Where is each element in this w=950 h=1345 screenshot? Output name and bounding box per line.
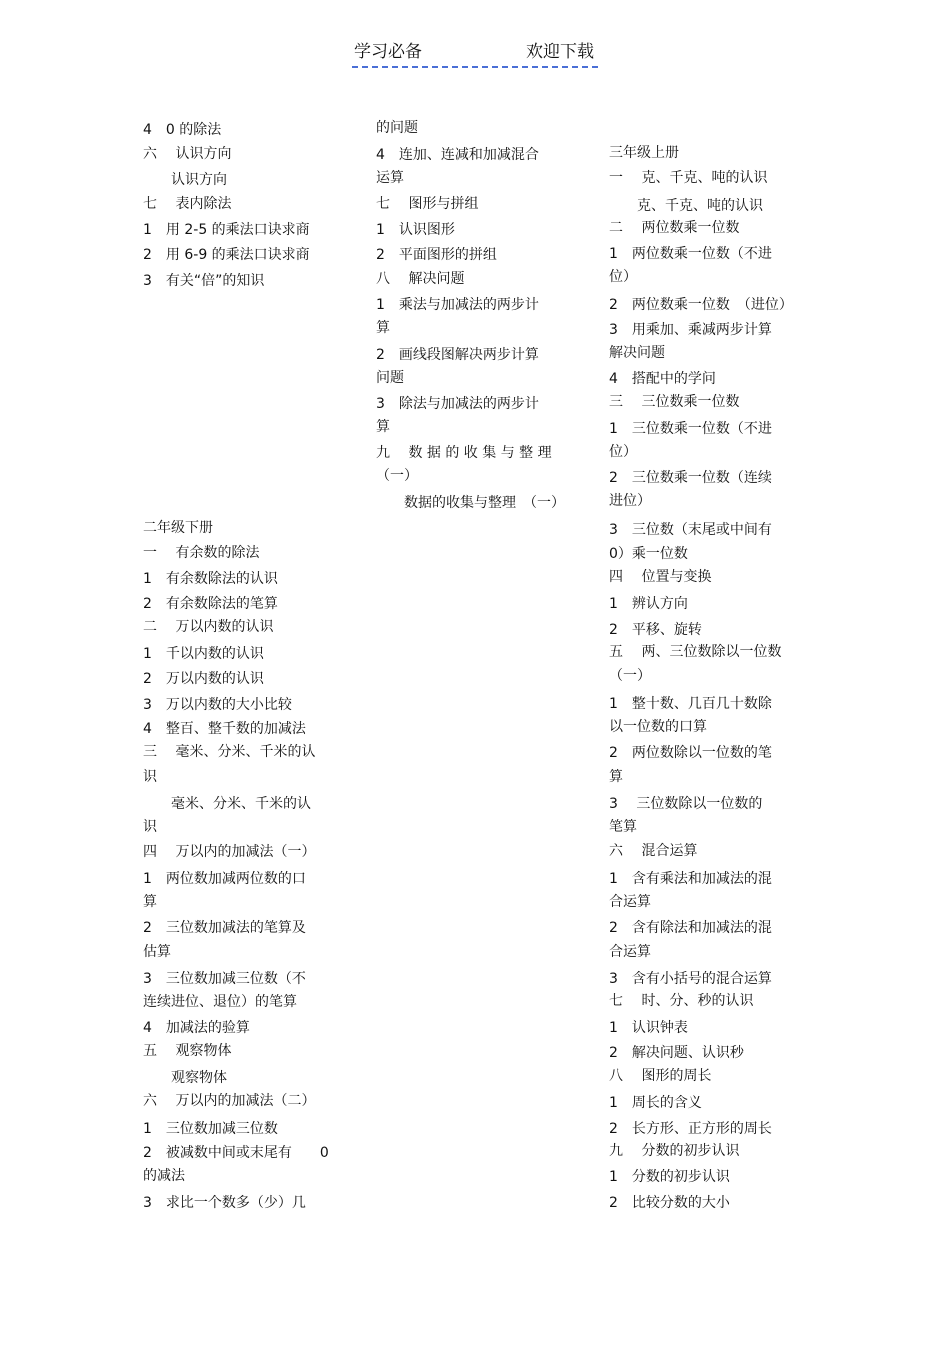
col1-line: 识 <box>143 769 157 785</box>
col1-line: 算 <box>143 894 157 910</box>
col3-line: 4 搭配中的学问 <box>609 371 716 387</box>
col3-line: 1 认识钟表 <box>609 1020 688 1036</box>
col3-line: 进位） <box>609 493 651 509</box>
col3-line: 位） <box>609 269 637 285</box>
col1-line: 一 有余数的除法 <box>143 545 260 561</box>
col2-line: 运算 <box>376 170 404 186</box>
col1-line: 2 万以内数的认识 <box>143 671 264 687</box>
col3-line: 3 用乘加、乘减两步计算 <box>609 322 772 338</box>
col1-line: 4 加减法的验算 <box>143 1020 250 1036</box>
col3-line: 三 三位数乘一位数 <box>609 394 740 410</box>
col3-line: 1 整十数、几百几十数除 <box>609 696 772 712</box>
col3-line: 2 长方形、正方形的周长 <box>609 1121 772 1137</box>
col3-line: 九 分数的初步认识 <box>609 1143 740 1159</box>
col2-line: 算 <box>376 419 390 435</box>
col2-line: 九 数 据 的 收 集 与 整 理 <box>376 445 552 461</box>
col1-line: 1 两位数加减两位数的口 <box>143 871 306 887</box>
col3-line: 算 <box>609 769 623 785</box>
col2-line: 八 解决问题 <box>376 271 465 287</box>
col2-line: 的问题 <box>376 120 418 136</box>
col3-line: 四 位置与变换 <box>609 569 712 585</box>
col2-line: 1 认识图形 <box>376 222 455 238</box>
col1-line: 的减法 <box>143 1168 185 1184</box>
col1-line: 4 0 的除法 <box>143 122 222 138</box>
col3-line: 以一位数的口算 <box>609 719 707 735</box>
col2-line: 2 平面图形的拼组 <box>376 247 497 263</box>
col3-line: 二 两位数乘一位数 <box>609 220 740 236</box>
col3-line: 一 克、千克、吨的认识 <box>609 170 768 186</box>
col3-line: 2 含有除法和加减法的混 <box>609 920 772 936</box>
col1-line: 1 千以内数的认识 <box>143 646 264 662</box>
col3-line: 1 三位数乘一位数（不进 <box>609 421 772 437</box>
col1-line: 六 认识方向 <box>143 146 232 162</box>
col3-line: 3 三位数除以一位数的 <box>609 796 763 812</box>
col1-line: 连续进位、退位）的笔算 <box>143 994 297 1010</box>
col1-line: 二 万以内数的认识 <box>143 619 274 635</box>
col1-line: 七 表内除法 <box>143 196 232 212</box>
col2-line: 1 乘法与加减法的两步计 <box>376 297 539 313</box>
col3-line: 合运算 <box>609 944 651 960</box>
col3-line: 3 三位数（末尾或中间有 <box>609 522 772 538</box>
col1-line: 二年级下册 <box>143 520 213 536</box>
col3-line: 五 两、三位数除以一位数 <box>609 644 782 660</box>
col1-line: 1 用 2-5 的乘法口诀求商 <box>143 222 310 238</box>
col1-line: 观察物体 <box>143 1070 227 1086</box>
col2-line: 七 图形与拼组 <box>376 196 479 212</box>
col1-line: 1 三位数加减三位数 <box>143 1121 278 1137</box>
col2-line: （一） <box>376 468 418 484</box>
col3-line: 1 两位数乘一位数（不进 <box>609 246 772 262</box>
col1-line: 六 万以内的加减法（二） <box>143 1093 316 1109</box>
col1-line: 2 被减数中间或末尾有 0 <box>143 1145 329 1161</box>
col1-line: 2 有余数除法的笔算 <box>143 596 278 612</box>
header-left-text: 学习必备 <box>354 42 422 62</box>
col1-line: 3 求比一个数多（少）几 <box>143 1195 306 1211</box>
col1-line: 1 有余数除法的认识 <box>143 571 278 587</box>
col1-line: 3 万以内数的大小比较 <box>143 697 292 713</box>
col2-line: 3 除法与加减法的两步计 <box>376 396 539 412</box>
col1-line: 四 万以内的加减法（一） <box>143 844 316 860</box>
col3-line: 三年级上册 <box>609 145 679 161</box>
col3-line: 1 周长的含义 <box>609 1095 702 1111</box>
col3-line: 1 辨认方向 <box>609 596 688 612</box>
col2-line: 4 连加、连减和加减混合 <box>376 147 539 163</box>
col1-line: 五 观察物体 <box>143 1043 232 1059</box>
col3-line: 0）乘一位数 <box>609 546 688 562</box>
col1-line: 4 整百、整千数的加减法 <box>143 721 306 737</box>
col2-line: 算 <box>376 320 390 336</box>
col3-line: （一） <box>609 668 651 684</box>
col1-line: 识 <box>143 819 157 835</box>
col3-line: 2 平移、旋转 <box>609 622 702 638</box>
col3-line: 2 三位数乘一位数（连续 <box>609 470 772 486</box>
col1-line: 2 用 6-9 的乘法口诀求商 <box>143 247 310 263</box>
col1-line: 认识方向 <box>143 172 227 188</box>
col3-line: 2 两位数乘一位数 （进位） <box>609 297 793 313</box>
col1-line: 3 有关“倍”的知识 <box>143 273 265 289</box>
col3-line: 3 含有小括号的混合运算 <box>609 971 772 987</box>
col3-line: 2 两位数除以一位数的笔 <box>609 745 772 761</box>
col1-line: 估算 <box>143 944 171 960</box>
col2-line: 问题 <box>376 370 404 386</box>
col3-line: 七 时、分、秒的认识 <box>609 993 754 1009</box>
col3-line: 2 解决问题、认识秒 <box>609 1045 744 1061</box>
col3-line: 2 比较分数的大小 <box>609 1195 730 1211</box>
col3-line: 解决问题 <box>609 345 665 361</box>
header-right-text: 欢迎下载 <box>526 42 594 62</box>
col3-line: 合运算 <box>609 894 651 910</box>
col3-line: 笔算 <box>609 819 637 835</box>
col3-line: 1 分数的初步认识 <box>609 1169 730 1185</box>
col1-line: 2 三位数加减法的笔算及 <box>143 920 306 936</box>
col1-line: 3 三位数加减三位数（不 <box>143 971 306 987</box>
col2-line: 2 画线段图解决两步计算 <box>376 347 539 363</box>
col3-line: 位） <box>609 444 637 460</box>
col2-line: 数据的收集与整理 （一） <box>376 495 565 511</box>
col3-line: 八 图形的周长 <box>609 1068 712 1084</box>
col1-line: 毫米、分米、千米的认 <box>143 796 311 812</box>
col1-line: 三 毫米、分米、千米的认 <box>143 744 316 760</box>
page-header <box>352 40 598 68</box>
col3-line: 克、千克、吨的认识 <box>609 198 763 214</box>
col3-line: 六 混合运算 <box>609 843 698 859</box>
col3-line: 1 含有乘法和加减法的混 <box>609 871 772 887</box>
